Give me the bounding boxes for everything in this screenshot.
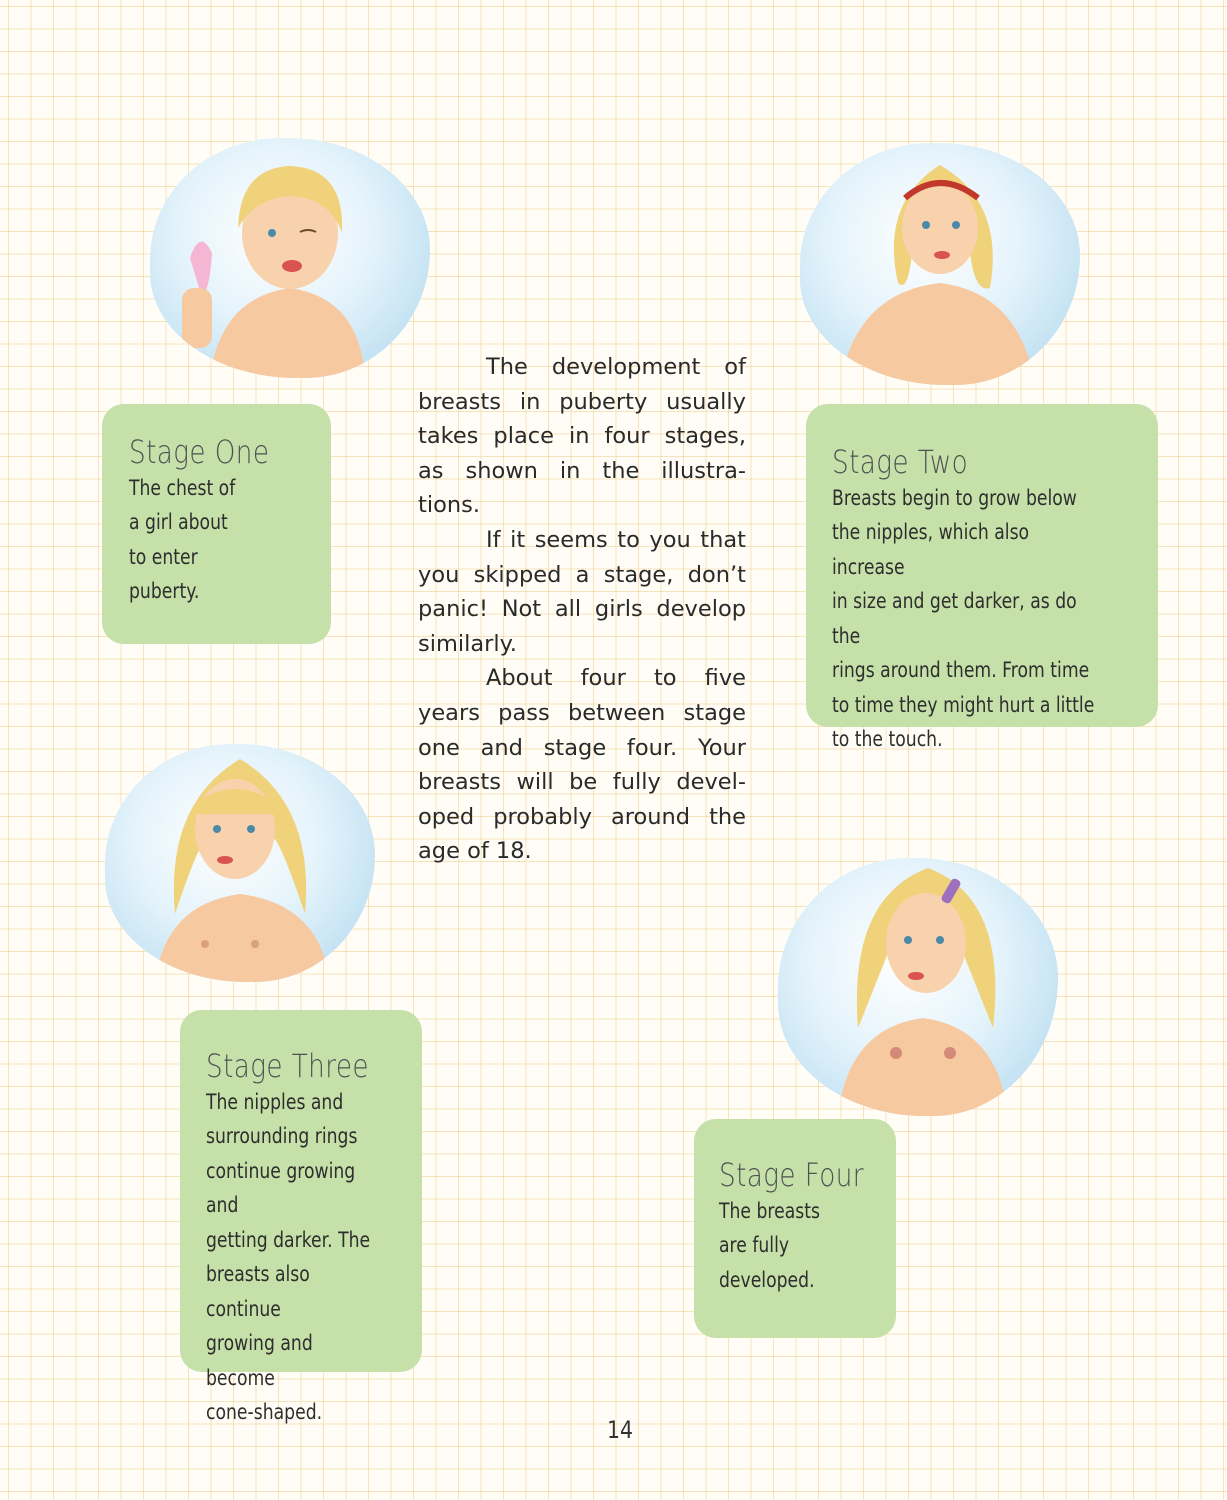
- stage-two-line: to the touch.: [832, 727, 943, 752]
- stage-three-title: Stage Three: [206, 1047, 369, 1085]
- stage-one-card: [102, 404, 331, 644]
- stage-two-card: [806, 404, 1158, 752]
- stage-one-line: The chest of: [129, 475, 236, 500]
- stage-four-line: developed.: [719, 1267, 815, 1292]
- paragraph-skipped-stage: If it seems to you that you skipped a stage, don’t panic! Not all girls develop similarly.: [418, 526, 746, 657]
- stage-three-line: surrounding rings: [206, 1124, 358, 1149]
- girl-stage-one-drawing: [150, 138, 430, 378]
- girl-stage-three-drawing: [105, 744, 375, 982]
- stage-one-illustration: [150, 138, 430, 378]
- stage-one-description: [129, 471, 295, 609]
- stage-four-title: Stage Four: [719, 1156, 864, 1194]
- stage-two-line: Breasts begin to grow below: [832, 485, 1077, 510]
- stage-one-line: to enter: [129, 544, 198, 569]
- stage-two-title: Stage Two: [832, 443, 969, 481]
- stage-four-line: are fully: [719, 1233, 790, 1258]
- paragraph-stages-intro: The development of breasts in puberty usually takes place in four stages, as shown in the illustra-tions.: [418, 354, 746, 519]
- girl-stage-two-drawing: [800, 143, 1080, 385]
- stage-two-line: the nipples, which also increase: [832, 520, 1030, 579]
- stage-two-illustration: [800, 143, 1080, 385]
- stage-three-line: getting darker. The: [206, 1227, 371, 1252]
- stage-three-card: [180, 1010, 422, 1425]
- stage-two-line: in size and get darker, as do the: [832, 589, 1077, 648]
- stage-two-line: rings around them. From time: [832, 658, 1090, 683]
- stage-four-line: The breasts: [719, 1198, 820, 1223]
- stage-four-card: [694, 1119, 896, 1338]
- stage-three-illustration: [105, 744, 375, 982]
- stage-three-line: breasts also continue: [206, 1262, 310, 1321]
- stage-one-line: a girl about: [129, 510, 228, 535]
- page-number: 14: [607, 1416, 633, 1444]
- stage-two-description: [832, 481, 1099, 757]
- stage-four-description: [719, 1194, 864, 1298]
- stage-three-line: continue growing and: [206, 1158, 356, 1218]
- stage-one-title: Stage One: [129, 433, 270, 471]
- stage-three-description: [206, 1085, 383, 1430]
- stage-three-line: growing and become: [206, 1331, 313, 1390]
- stage-four-illustration: [778, 858, 1058, 1116]
- stage-three-line: cone-shaped.: [206, 1400, 323, 1425]
- stage-three-line: The nipples and: [206, 1089, 344, 1114]
- stage-two-line: to time they might hurt a little: [832, 692, 1095, 717]
- girl-stage-four-drawing: [778, 858, 1058, 1116]
- main-body-text: [418, 350, 746, 869]
- stage-one-line: puberty.: [129, 579, 200, 604]
- paragraph-timeline: About four to five years pass between stage one and stage four. Your breasts will be fully devel-oped probably around the age of 18.: [418, 665, 746, 865]
